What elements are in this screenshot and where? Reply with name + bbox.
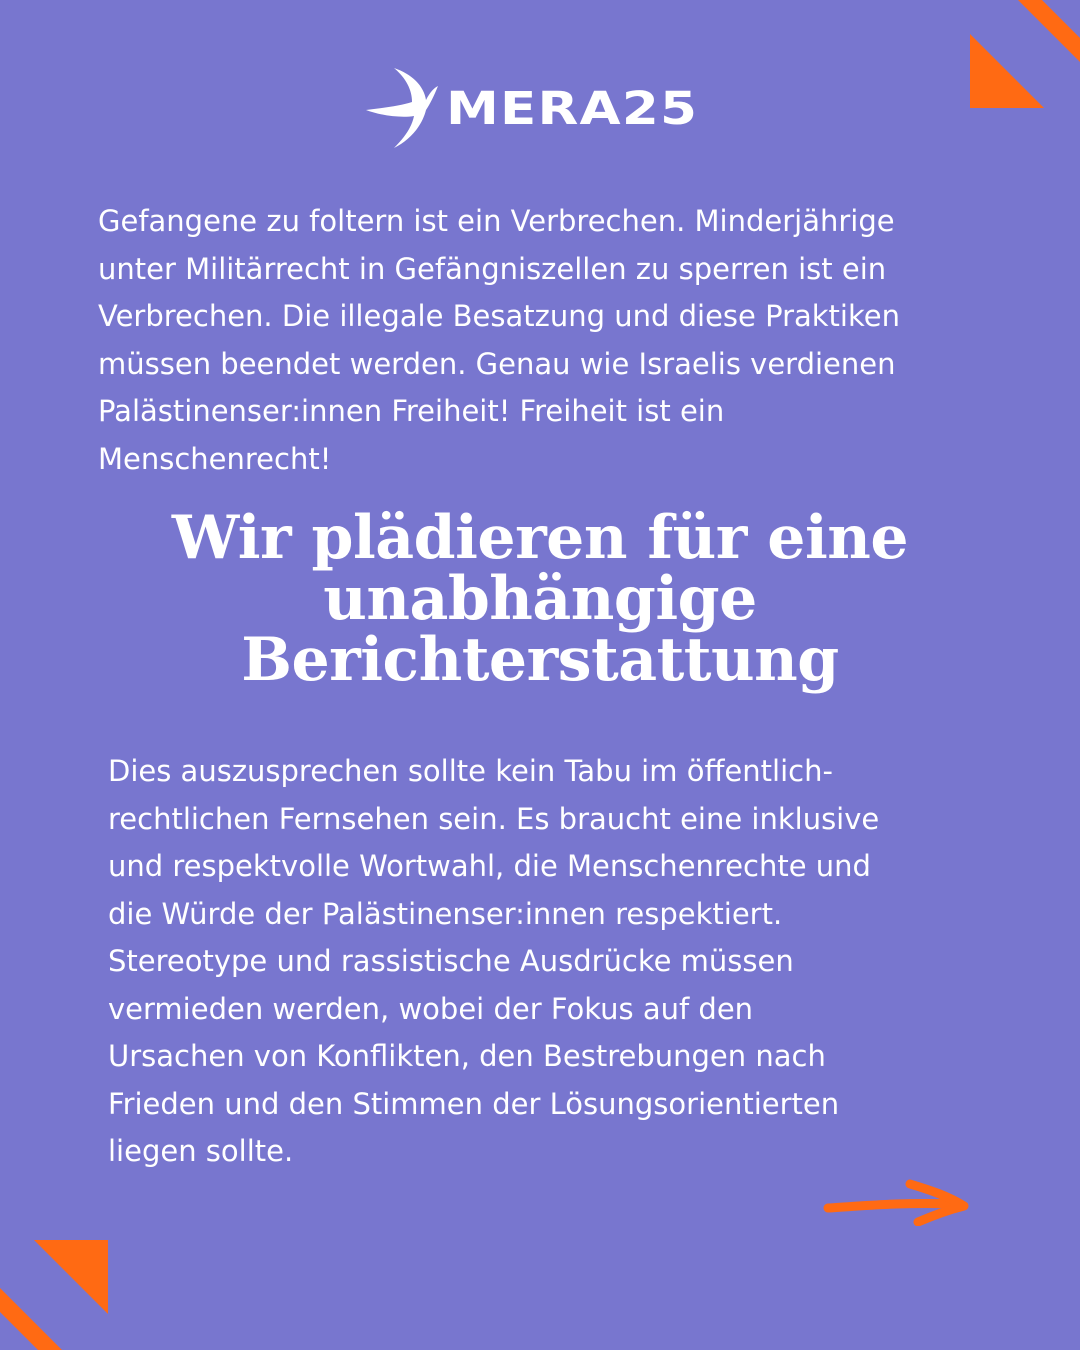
paragraph-line: Frieden und den Stimmen der Lösungsorientierten: [108, 1086, 840, 1121]
brand-name: MERA25: [446, 81, 699, 135]
paragraph-line: Menschenrecht!: [98, 441, 332, 476]
brand-logo: [364, 66, 699, 150]
headline-line: unabhängige: [323, 564, 757, 634]
paragraph-line: die Würde der Palästinenser:innen respektiert.: [108, 896, 783, 931]
paragraph-line: Palästinenser:innen Freiheit! Freiheit ist ein: [98, 394, 725, 428]
paragraph-line: müssen beendet werden. Genau wie Israelis verdienen: [98, 346, 896, 381]
top-right-stripe: [1018, 0, 1080, 62]
paragraph-line: und respektvolle Wortwahl, die Menschenrechte und: [108, 849, 871, 883]
paragraph-line: Ursachen von Konflikten, den Bestrebungen nach: [108, 1039, 826, 1073]
paragraph-line: liegen sollte.: [108, 1134, 294, 1168]
top-right-corner-decoration: [960, 0, 1080, 120]
bottom-left-corner-decoration: [0, 1230, 120, 1350]
bottom-left-stripe: [0, 1288, 62, 1350]
swallow-bird-icon: [364, 66, 440, 150]
paragraph-line: Verbrechen. Die illegale Besatzung und diese Praktiken: [98, 299, 900, 333]
arrow-right-icon[interactable]: [822, 1176, 972, 1226]
headline: [0, 503, 1080, 695]
paragraph-line: Gefangene zu foltern ist ein Verbrechen. Minderjährige: [98, 204, 895, 238]
body-paragraph: [108, 748, 988, 1176]
headline-line: Berichterstattung: [241, 625, 839, 695]
paragraph-line: Stereotype und rassistische Ausdrücke müssen: [108, 944, 794, 978]
intro-paragraph: [98, 198, 998, 483]
paragraph-line: vermieden werden, wobei der Fokus auf den: [108, 991, 754, 1026]
paragraph-line: Dies auszusprechen sollte kein Tabu im öffentlich-: [108, 754, 833, 788]
bottom-left-triangle: [34, 1240, 108, 1314]
top-right-triangle: [970, 34, 1044, 108]
headline-line: Wir plädieren für eine: [171, 503, 909, 573]
paragraph-line: unter Militärrecht in Gefängniszellen zu sperren ist ein: [98, 251, 887, 286]
paragraph-line: rechtlichen Fernsehen sein. Es braucht eine inklusive: [108, 801, 880, 836]
